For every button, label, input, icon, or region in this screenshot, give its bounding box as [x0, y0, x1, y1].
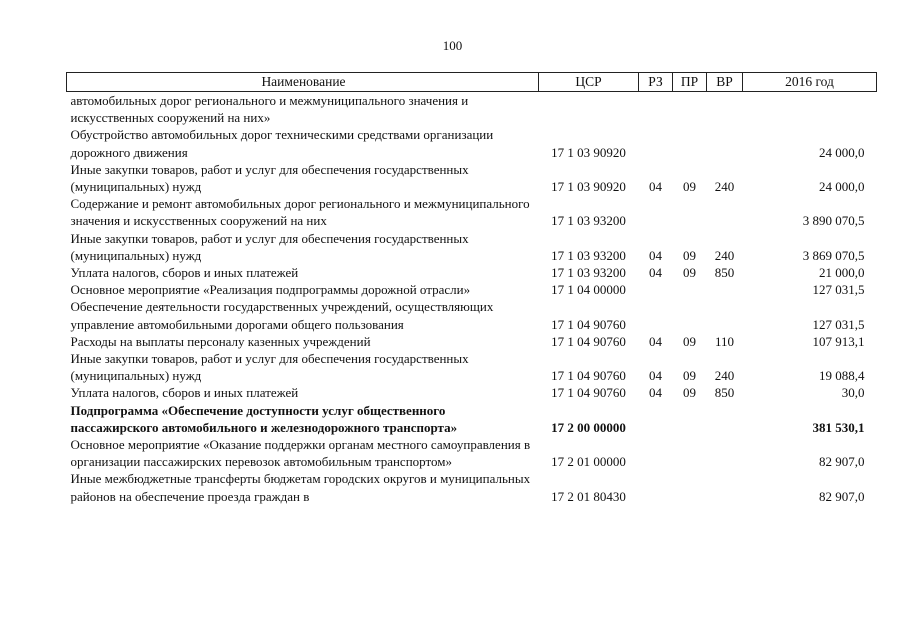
cell-pr: [673, 470, 707, 504]
cell-vr: 240: [714, 247, 735, 263]
cell-rz: 04: [649, 265, 662, 281]
cell-vr: [707, 195, 743, 229]
cell-sum: 30,0: [841, 385, 865, 401]
cell-pr: 09: [683, 247, 696, 263]
cell-vr: [707, 470, 743, 504]
table-row: [67, 281, 877, 298]
table-row: [67, 298, 877, 332]
page-number: 100: [442, 38, 463, 53]
cell-vr: [707, 402, 743, 436]
cell-vr: [707, 298, 743, 332]
cell-csr: [539, 92, 639, 127]
table-row: [67, 230, 877, 264]
cell-rz: 04: [649, 385, 662, 401]
table-body: [67, 92, 877, 505]
cell-name: автомобильных дорог регионального и межмуниципального значения и искусственных сооружений на них»: [70, 93, 469, 126]
cell-name: Подпрограмма «Обеспечение доступности услуг общественного пассажирского автомобильного и железнодорожного транспорта»: [70, 402, 458, 435]
cell-name: Уплата налогов, сборов и иных платежей: [70, 265, 299, 281]
cell-csr: 17 2 00 00000: [551, 419, 626, 435]
cell-sum: 19 088,4: [819, 368, 865, 384]
cell-sum: 107 913,1: [812, 333, 865, 349]
cell-vr: 110: [714, 333, 735, 349]
header-csr: ЦСР: [539, 73, 639, 92]
cell-csr: 17 2 01 00000: [551, 454, 626, 470]
cell-pr: [673, 402, 707, 436]
cell-rz: 04: [649, 179, 662, 195]
cell-csr: 17 1 04 90760: [551, 368, 626, 384]
header-row: [67, 73, 877, 92]
cell-csr: 17 1 04 90760: [551, 316, 626, 332]
table-header: [67, 73, 877, 92]
cell-sum: 24 000,0: [819, 179, 865, 195]
cell-rz: [639, 298, 673, 332]
cell-sum: 127 031,5: [812, 282, 865, 298]
cell-sum: 127 031,5: [812, 316, 865, 332]
cell-pr: 09: [683, 179, 696, 195]
cell-rz: [639, 470, 673, 504]
table-row: [67, 92, 877, 127]
budget-table: [66, 72, 877, 505]
cell-sum: 21 000,0: [819, 265, 865, 281]
cell-pr: 09: [683, 265, 696, 281]
cell-csr: 17 1 03 90920: [551, 144, 626, 160]
cell-sum: 82 907,0: [819, 454, 865, 470]
cell-rz: [639, 126, 673, 160]
table-row: [67, 126, 877, 160]
cell-pr: [673, 281, 707, 298]
cell-rz: [639, 92, 673, 127]
table-row: [67, 350, 877, 384]
cell-name: Иные закупки товаров, работ и услуг для обеспечения государственных (муниципальных) нужд: [70, 351, 469, 384]
cell-sum: 3 890 070,5: [802, 213, 865, 229]
table-row: [67, 195, 877, 229]
table-row: [67, 161, 877, 195]
cell-pr: 09: [683, 385, 696, 401]
cell-csr: 17 1 04 90760: [551, 385, 626, 401]
cell-pr: 09: [683, 368, 696, 384]
cell-csr: 17 2 01 80430: [551, 488, 626, 504]
cell-vr: 850: [714, 265, 735, 281]
cell-pr: [673, 298, 707, 332]
cell-csr: 17 1 04 00000: [551, 282, 626, 298]
cell-name: Иные закупки товаров, работ и услуг для обеспечения государственных (муниципальных) нужд: [70, 230, 469, 263]
table-row: [67, 470, 877, 504]
header-rz: РЗ: [639, 73, 673, 92]
header-pr: ПР: [673, 73, 707, 92]
cell-pr: [673, 92, 707, 127]
cell-rz: [639, 195, 673, 229]
budget-table-container: [66, 72, 876, 505]
cell-name: Иные межбюджетные трансферты бюджетам городских округов и муниципальных районов на обеспечение проезда граждан в: [70, 471, 531, 504]
cell-pr: 09: [683, 333, 696, 349]
table-row: [67, 402, 877, 436]
cell-pr: [673, 195, 707, 229]
cell-csr: 17 1 03 93200: [551, 213, 626, 229]
cell-vr: 240: [714, 368, 735, 384]
cell-csr: 17 1 03 93200: [551, 265, 626, 281]
cell-sum: 381 530,1: [812, 419, 865, 435]
cell-name: Расходы на выплаты персоналу казенных учреждений: [70, 333, 371, 349]
cell-sum: 82 907,0: [819, 488, 865, 504]
cell-csr: 17 1 03 93200: [551, 247, 626, 263]
cell-sum: [743, 92, 877, 127]
cell-name: Содержание и ремонт автомобильных дорог регионального и межмуниципального значения и искусственных сооружений на них: [70, 196, 530, 229]
cell-vr: [707, 126, 743, 160]
cell-rz: [639, 281, 673, 298]
cell-sum: 3 869 070,5: [802, 247, 865, 263]
cell-rz: 04: [649, 247, 662, 263]
cell-pr: [673, 126, 707, 160]
cell-vr: [707, 436, 743, 470]
table-row: [67, 333, 877, 350]
cell-vr: [707, 281, 743, 298]
cell-rz: 04: [649, 333, 662, 349]
cell-rz: [639, 402, 673, 436]
header-name: Наименование: [67, 73, 539, 92]
cell-name: Основное мероприятие «Оказание поддержки органам местного самоуправления в организации пассажирских перевозок автомобильным транспортом»: [70, 437, 531, 470]
table-row: [67, 436, 877, 470]
cell-name: Иные закупки товаров, работ и услуг для обеспечения государственных (муниципальных) нужд: [70, 161, 469, 195]
cell-name: Обеспечение деятельности государственных учреждений, осуществляющих управление автомобильными дорогами общего пользования: [70, 299, 494, 332]
cell-pr: [673, 436, 707, 470]
cell-rz: [639, 436, 673, 470]
cell-name: Обустройство автомобильных дорог техническими средствами организации дорожного движения: [70, 127, 494, 160]
header-vr: ВР: [707, 73, 743, 92]
cell-vr: 850: [714, 385, 735, 401]
cell-vr: [707, 92, 743, 127]
cell-csr: 17 1 04 90760: [551, 333, 626, 349]
cell-name: Уплата налогов, сборов и иных платежей: [70, 385, 299, 401]
table-row: [67, 264, 877, 281]
cell-vr: 240: [714, 179, 735, 195]
header-year: 2016 год: [743, 73, 877, 92]
cell-rz: 04: [649, 368, 662, 384]
cell-name: Основное мероприятие «Реализация подпрограммы дорожной отрасли»: [70, 282, 471, 298]
cell-csr: 17 1 03 90920: [551, 179, 626, 195]
table-row: [67, 384, 877, 401]
cell-sum: 24 000,0: [819, 144, 865, 160]
